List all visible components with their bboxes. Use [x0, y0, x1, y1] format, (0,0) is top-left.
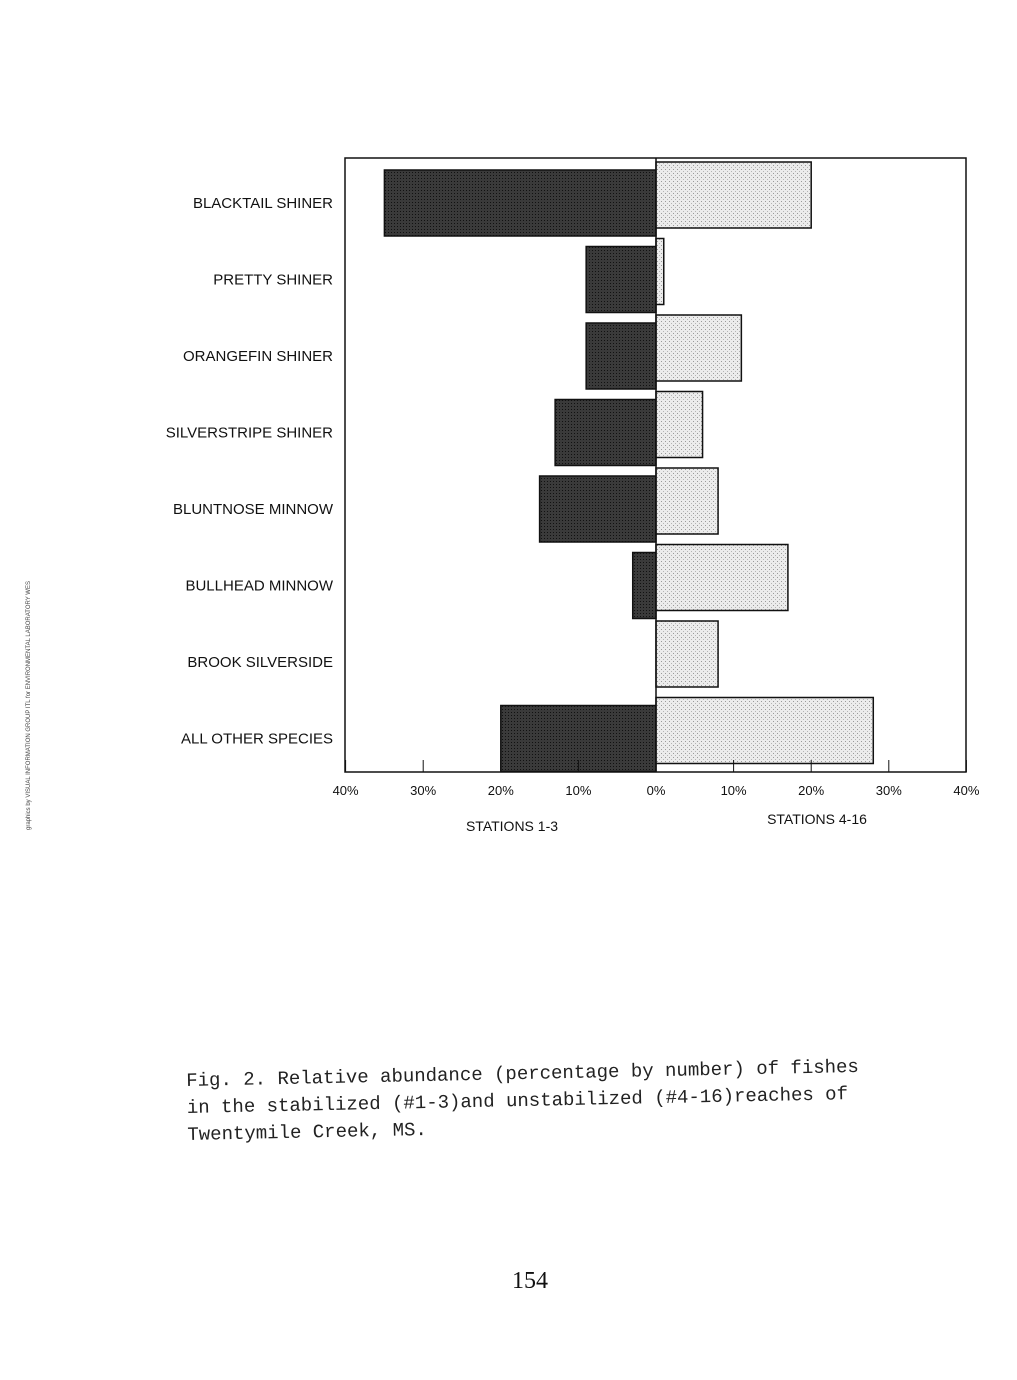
category-label: SILVERSTRIPE SHINER: [165, 424, 333, 442]
category-label: BLACKTAIL SHINER: [192, 195, 333, 212]
bar-stations-1-3: [586, 247, 656, 313]
category-label: BULLHEAD MINNOW: [185, 577, 333, 595]
bar-stations-4-16: [656, 392, 703, 458]
x-tick-label: 10%: [720, 783, 747, 798]
category-label: BROOK SILVERSIDE: [187, 654, 333, 671]
category-label: ALL OTHER SPECIES: [181, 730, 333, 748]
bar-stations-4-16: [656, 698, 873, 764]
x-tick-label: 10%: [565, 783, 592, 798]
figure-caption: [186, 1051, 978, 1149]
x-tick-label: 30%: [875, 783, 902, 798]
category-label: BLUNTNOSE MINNOW: [172, 501, 333, 518]
x-tick-label: 0%: [646, 783, 666, 798]
bar-stations-4-16: [656, 621, 718, 687]
bar-stations-1-3: [633, 553, 656, 619]
bar-stations-4-16: [656, 315, 741, 381]
x-tick-label: 40%: [332, 783, 359, 798]
bar-stations-1-3: [586, 323, 656, 389]
left-series-label: STATIONS 1-3: [465, 818, 559, 834]
bar-stations-1-3: [384, 170, 656, 236]
bar-stations-4-16: [656, 468, 718, 534]
right-series-label: STATIONS 4-16: [767, 811, 867, 827]
category-label: PRETTY SHINER: [213, 271, 333, 289]
caption-line: Fig. 2. Relative abundance (percentage by number) of fishes: [186, 1055, 860, 1092]
bar-stations-4-16: [656, 545, 788, 611]
caption-line: in the stabilized (#1-3)and unstabilized (#4-16)reaches of: [186, 1083, 849, 1119]
bar-stations-1-3: [540, 476, 656, 542]
page-number: 154: [512, 1268, 548, 1294]
x-tick-label: 30%: [410, 783, 437, 798]
caption-line: Twentymile Creek, MS.: [187, 1118, 428, 1146]
bar-stations-4-16: [656, 239, 664, 305]
x-tick-label: 20%: [798, 783, 825, 798]
category-label: ORANGEFIN SHINER: [182, 348, 333, 365]
bar-stations-4-16: [656, 162, 811, 228]
x-tick-label: 20%: [487, 783, 514, 798]
bar-stations-1-3: [555, 400, 656, 466]
x-tick-label: 40%: [953, 783, 980, 798]
side-credit-note: graphics by VISUAL INFORMATION GROUP ITL for ENVIRONMENTAL LABORATORY WES: [26, 581, 32, 830]
